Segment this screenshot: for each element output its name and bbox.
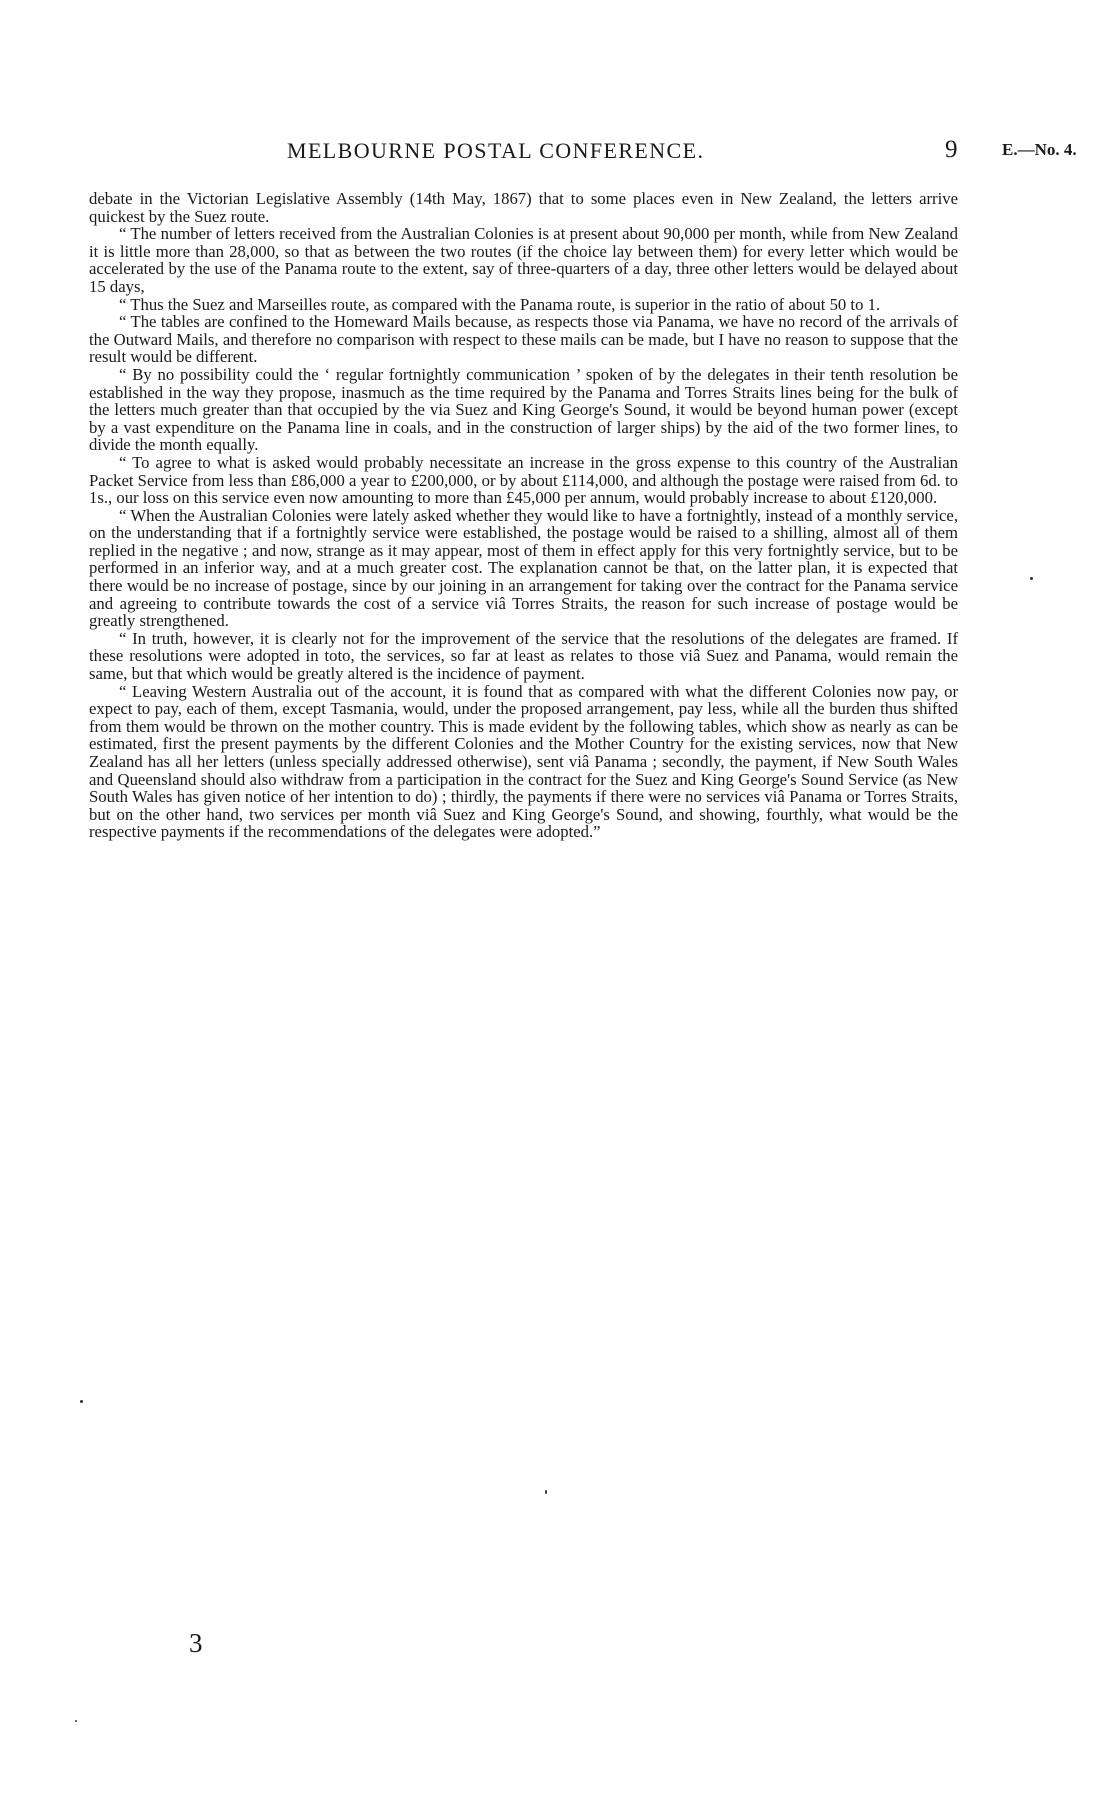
paragraph-route-ratio: “ Thus the Suez and Marseilles route, as compared with the Panama route, is superior in the ratio of about 50 to 1. [119,294,881,314]
page-number: 9 [945,136,958,163]
signature-mark: 3 [189,1628,203,1658]
paragraph-fortnightly-communication: “ By no possibility could the ‘ regular fortnightly communication ’ spoken of by the delegates in their tenth resolution be established in the way they propose, inasmuch as the time required by the Panama and Torres Straits lines being for the bulk of the letters much greater than that occupied by the via Suez and King George's Sound, it would be beyond human power (except by a vast expenditure on the Panama line in coals, and in the construction of larger ships) by the aid of the two former lines, to divide the month equally. [89,364,958,455]
ink-speck [75,1720,77,1722]
paragraph-continuation: debate in the Victorian Legislative Assembly (14th May, 1867) that to some places even in New Zealand, the letters arrive quickest by the Suez route. [89,189,958,226]
ink-speck [545,1490,547,1494]
running-title: MELBOURNE POSTAL CONFERENCE. [287,138,705,163]
paragraph-homeward-mails: “ The tables are confined to the Homeward Mails because, as respects those via Panama, we have no record of the arrivals of the Outward Mails, and therefore no comparison with respect to these mails can be made, but I have no reason to suppose that the result would be different. [89,312,958,367]
paragraph-western-australia: “ Leaving Western Australia out of the account, it is found that as compared with what the different Colonies now pay, or expect to pay, each of them, except Tasmania, would, under the proposed arrangement, pay less, while all the burden thus shifted from them would be thrown on the mother country. This is made evident by the following tables, which show as nearly as can be estimated, first the present payments by the different Colonies and the Mother Country for the existing services, now that New Zealand has all her letters (unless specially addressed otherwise), sent viâ Panama ; secondly, the payment, if New South Wales and Queensland should also withdraw from a participation in the contract for the Suez and King George's Sound Service (as New South Wales has given notice of her intention to do) ; thirdly, the payments if there were no services viâ Panama or Torres Straits, but on the other hand, two services per month viâ Suez and King George's Sound, and showing, fourthly, what would be the respective payments if the recommendations of the delegates were adopted.” [89,681,958,842]
paragraph-in-truth: “ In truth, however, it is clearly not for the improvement of the service that the resolutions of the delegates are framed. If these resolutions were adopted in toto, the services, so far at least as relates to those viâ Suez and Panama, would remain the same, but that which would be greatly altered is the incidence of payment. [89,628,958,684]
body-text [89,190,958,841]
document-reference: E.—No. 4. [1002,140,1077,159]
ink-speck [1030,577,1033,580]
paragraph-gross-expense: “ To agree to what is asked would probably necessitate an increase in the gross expense to this country of the Australian Packet Service from less than £86,000 a year to £200,000, or by about £114,000, and although the postage were raised from 6d. to 1s., our loss on this service even now amounting to more than £45,000 per annum, would probably increase to about £120,000. [89,452,958,508]
ink-speck [80,1400,83,1403]
paragraph-letter-counts: “ The number of letters received from the Australian Colonies is at present about 90,000 per month, while from New Zealand it is little more than 28,000, so that as between the two routes (if the choice lay between them) for every letter which would be accelerated by the use of the Panama route to the extent, say of three-quarters of a day, three other letters would be delayed about 15 days, [89,224,958,296]
page-header [0,138,1114,168]
paragraph-colonies-asked: “ When the Australian Colonies were lately asked whether they would like to have a fortnightly, instead of a monthly service, on the understanding that if a fortnightly service were established, the postage would be raised to a shilling, almost all of them replied in the negative ; and now, strange as it may appear, most of them in effect apply for this very fortnightly service, but to be performed in an inferior way, and at a much greater cost. The explanation cannot be that, on the latter plan, it is expected that there would be no increase of postage, since by our joining in an arrangement for taking over the contract for the Panama service and agreeing to contribute towards the cost of a service viâ Torres Straits, the reason for such increase of postage would be greatly strengthened. [89,505,958,631]
